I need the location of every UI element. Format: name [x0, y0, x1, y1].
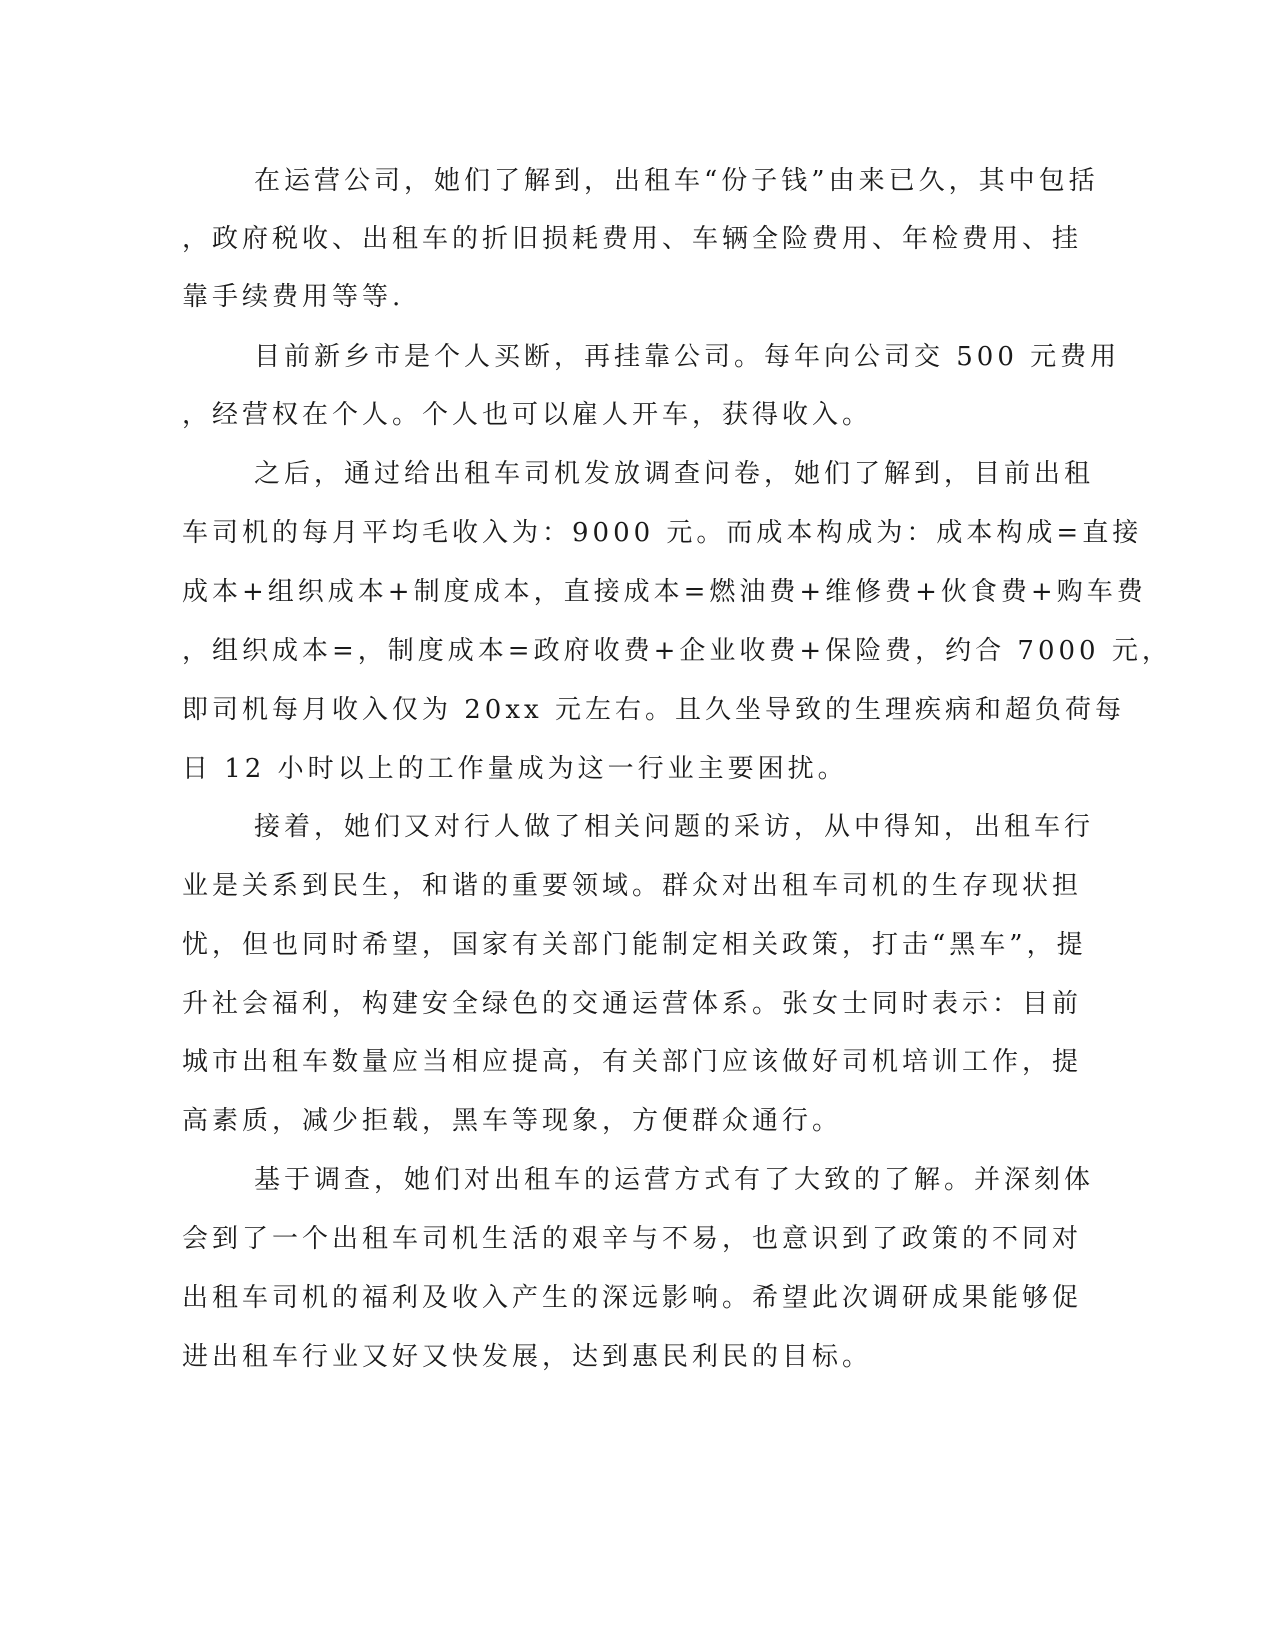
- text-line: 在运营公司，她们了解到，出租车“份子钱”由来已久，其中包括: [254, 166, 1099, 196]
- text-line: ，政府税收、出租车的折旧损耗费用、车辆全险费用、年检费用、挂: [182, 224, 1083, 254]
- text-line: 靠手续费用等等.: [182, 282, 405, 312]
- text-line: 基于调查，她们对出租车的运营方式有了大致的了解。并深刻体: [254, 1165, 1095, 1195]
- text-line: 会到了一个出租车司机生活的艰辛与不易，也意识到了政策的不同对: [182, 1224, 1083, 1254]
- text-line: 日 12 小时以上的工作量成为这一行业主要困扰。: [182, 754, 848, 784]
- text-line: 忧，但也同时希望，国家有关部门能制定相关政策，打击“黑车”，提: [182, 930, 1087, 960]
- text-line: 出租车司机的福利及收入产生的深远影响。希望此次调研成果能够促: [182, 1283, 1083, 1313]
- text-line: 业是关系到民生，和谐的重要领域。群众对出租车司机的生存现状担: [182, 871, 1083, 901]
- text-line: 成本+组织成本+制度成本，直接成本=燃油费+维修费+伙食费+购车费: [182, 577, 1147, 607]
- text-line: 之后，通过给出租车司机发放调查问卷，她们了解到，目前出租: [254, 459, 1095, 489]
- text-line: 城市出租车数量应当相应提高，有关部门应该做好司机培训工作，提: [182, 1047, 1083, 1077]
- text-line: 升社会福利，构建安全绿色的交通运营体系。张女士同时表示：目前: [182, 989, 1083, 1019]
- text-line: 进出租车行业又好又快发展，达到惠民利民的目标。: [182, 1342, 873, 1372]
- text-line: 接着，她们又对行人做了相关问题的采访，从中得知，出租车行: [254, 812, 1095, 842]
- text-line: 车司机的每月平均毛收入为：9000 元。而成本构成为：成本构成=直接: [182, 518, 1143, 548]
- text-line: 高素质，减少拒载，黑车等现象，方便群众通行。: [182, 1106, 843, 1136]
- text-line: ，组织成本=，制度成本=政府收费+企业收费+保险费，约合 7000 元，: [182, 636, 1172, 666]
- text-line: ，经营权在个人。个人也可以雇人开车，获得收入。: [182, 400, 873, 430]
- text-line: 即司机每月收入仅为 20xx 元左右。且久坐导致的生理疾病和超负荷每: [182, 695, 1125, 725]
- text-line: 目前新乡市是个人买断，再挂靠公司。每年向公司交 500 元费用: [254, 342, 1121, 372]
